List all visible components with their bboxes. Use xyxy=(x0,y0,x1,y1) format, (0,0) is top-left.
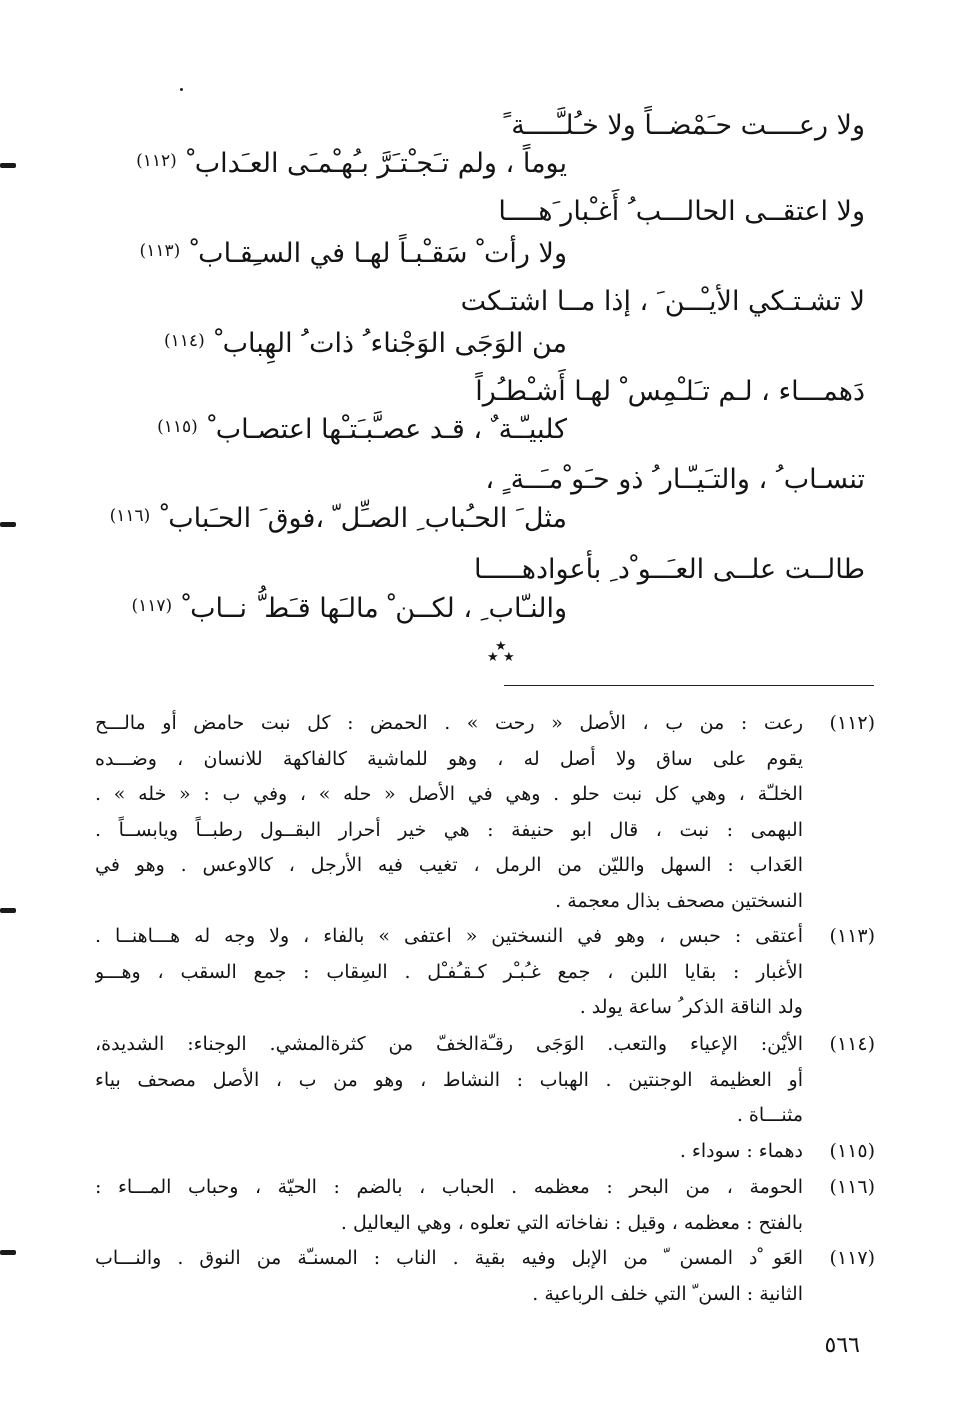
verse-first-half: تنسـاب ُ ، والتـَيـّـار ُ ذو حـَو ْمـَــة ٍ ، xyxy=(485,464,865,495)
footnote-line: البهمى : نبت ، قال ابو حنيفة : هي خير أحرار البقــول رطبــاً ويابســاً . xyxy=(95,818,803,841)
verse-first-half: ولا اعتقــى الحالـــب ُ أَغـْبار َهــــا xyxy=(498,196,865,227)
footnote-113 xyxy=(95,919,875,1026)
verse-second-half xyxy=(136,150,567,177)
scan-mark xyxy=(0,908,16,913)
verse-first-half: طالــت علــى العـَــو ْد ِ بأعوادهـــــا xyxy=(473,554,865,585)
page-number: ٥٦٦ xyxy=(824,1333,860,1358)
verse-second-half xyxy=(131,595,567,622)
star-ornament xyxy=(484,640,524,670)
star-icon: ★ xyxy=(487,650,499,665)
speck xyxy=(180,88,183,91)
verse-second-half xyxy=(110,505,567,532)
footnote-line: الثانية : السن ّ التي خلف الرباعية . xyxy=(532,1282,803,1305)
footnote-number: (١١٥) xyxy=(829,1140,875,1162)
verse-ref: (١١٣) xyxy=(139,241,181,261)
footnote-number: (١١٣) xyxy=(829,925,875,947)
footnote-number: (١١٦) xyxy=(829,1176,875,1198)
star-icon: ★ xyxy=(495,639,507,654)
verse-second-half xyxy=(140,240,567,267)
footnote-line: بالفتح : معظمه ، وقيل : نفاخاته التي تعلوه ، وهي اليعاليل . xyxy=(340,1211,803,1234)
verse-text: والنـّاب ِ ، لكــن ْ مالـَها قـَط ُّ نــاب ْ xyxy=(182,593,567,624)
footnote-line: العَو ْد المسن ّ من الإبل وفيه بقية . الناب : المسنـّة من النوق . والنـــاب xyxy=(95,1247,803,1269)
footnote-line: رعت : من ب ، الأصل « رحت » . الحمض : كل نبت حامض أو مالـــح xyxy=(95,712,803,734)
verse-first-half: ولا رعــــت حـَمْضــاً ولا خـُلـَّــــة ً xyxy=(503,110,865,141)
footnote-line: أو العظيمة الوجنتين . الهباب : النشاط ، وهو من ب ، الأصل مصحف بياء xyxy=(95,1068,803,1091)
footnote-number: (١١٤) xyxy=(829,1033,875,1055)
footnote-line: الحومة ، من البحر : معظمه . الحباب ، بالضم : الحيّة ، وحباب المـــاء : xyxy=(95,1176,803,1198)
footnote-115 xyxy=(95,1134,875,1170)
verse-second-half xyxy=(157,416,567,443)
verse-ref: (١١٢) xyxy=(136,151,177,171)
verse-text: ولا رأت ْ سَقـْبـاً لهـا في السـِقـاب ْ xyxy=(190,238,567,269)
footnote-line: دهماء : سوداء . xyxy=(679,1140,803,1162)
verse-first-half: لا تشـتـكي الأيـْــن َ ، إذا مــا اشتـكت xyxy=(460,286,865,317)
verse-first-half: دَهمـــاء ، لـم تـَلـْمِس ْ لهـا أَشـْطـُراً xyxy=(475,376,865,407)
verse-ref: (١١٧) xyxy=(131,596,173,616)
footnote-line: الأيْن: الإعياء والتعب. الوَجَى رقـّةالخفّ من كثرةالمشي. الوجناء: الشديدة، xyxy=(95,1033,803,1055)
footnote-116 xyxy=(95,1170,875,1241)
star-icon: ★ xyxy=(503,650,515,665)
footnote-line: النسختين مصحف بذال معجمة . xyxy=(555,889,803,912)
scan-mark xyxy=(0,522,16,527)
scan-mark xyxy=(0,1250,16,1255)
verse-text: مثل َ الحـُباب ِ الصـِّل ّ ،فوق َ الحـَباب ْ xyxy=(160,503,567,534)
footnote-number: (١١٢) xyxy=(829,712,875,734)
footnote-line: يقوم على ساق ولا أصل له ، وهو للماشية كالفاكهة للانسان ، وضـــده xyxy=(95,747,803,770)
verse-ref: (١١٤) xyxy=(164,331,205,351)
verse-ref: (١١٦) xyxy=(109,506,151,526)
footnote-divider xyxy=(504,685,874,686)
footnote-line: ولد الناقة الذكر ُ ساعة يولد . xyxy=(579,996,803,1018)
verse-text: يوماً ، ولم تـَجـْتـَرَّ بـُهـْمـَى العـَداب ْ xyxy=(186,148,567,179)
footnote-line: أعتقى : حبس ، وهو في النسختين « اعتفى » بالفاء ، ولا وجه له هـــاهنــا . xyxy=(95,925,803,947)
scan-mark xyxy=(0,163,16,168)
footnote-line: مثنـــاة . xyxy=(736,1104,803,1126)
footnote-112 xyxy=(95,706,875,919)
verse-text: كلبيـّـة ٌ ، قـد عصـَّبـَتـْها اعتصـاب ْ xyxy=(207,414,567,445)
footnote-line: الخلـّة ، وهي كل نبت حلو . وهي في الأصل « حله » ، وفي ب : « خله » . xyxy=(95,783,803,805)
verse-second-half xyxy=(164,330,567,357)
footnote-number: (١١٧) xyxy=(829,1247,875,1269)
verse-text: من الوَجَى الوَجْناء ُ ذات ُ الهِباب ْ xyxy=(214,328,567,359)
footnote-114 xyxy=(95,1027,875,1134)
footnote-117 xyxy=(95,1241,875,1312)
footnote-line: العَداب : السهل والليّن من الرمل ، تغيب فيه الأرجل ، كالاوعس . وهو في xyxy=(95,854,803,876)
footnote-line: الأغبار : بقايا اللبن ، جمع غـُبـْر كـقـُفـْل . السِقاب : جمع السقب ، وهـــو xyxy=(95,960,803,983)
verse-ref: (١١٥) xyxy=(157,417,198,437)
